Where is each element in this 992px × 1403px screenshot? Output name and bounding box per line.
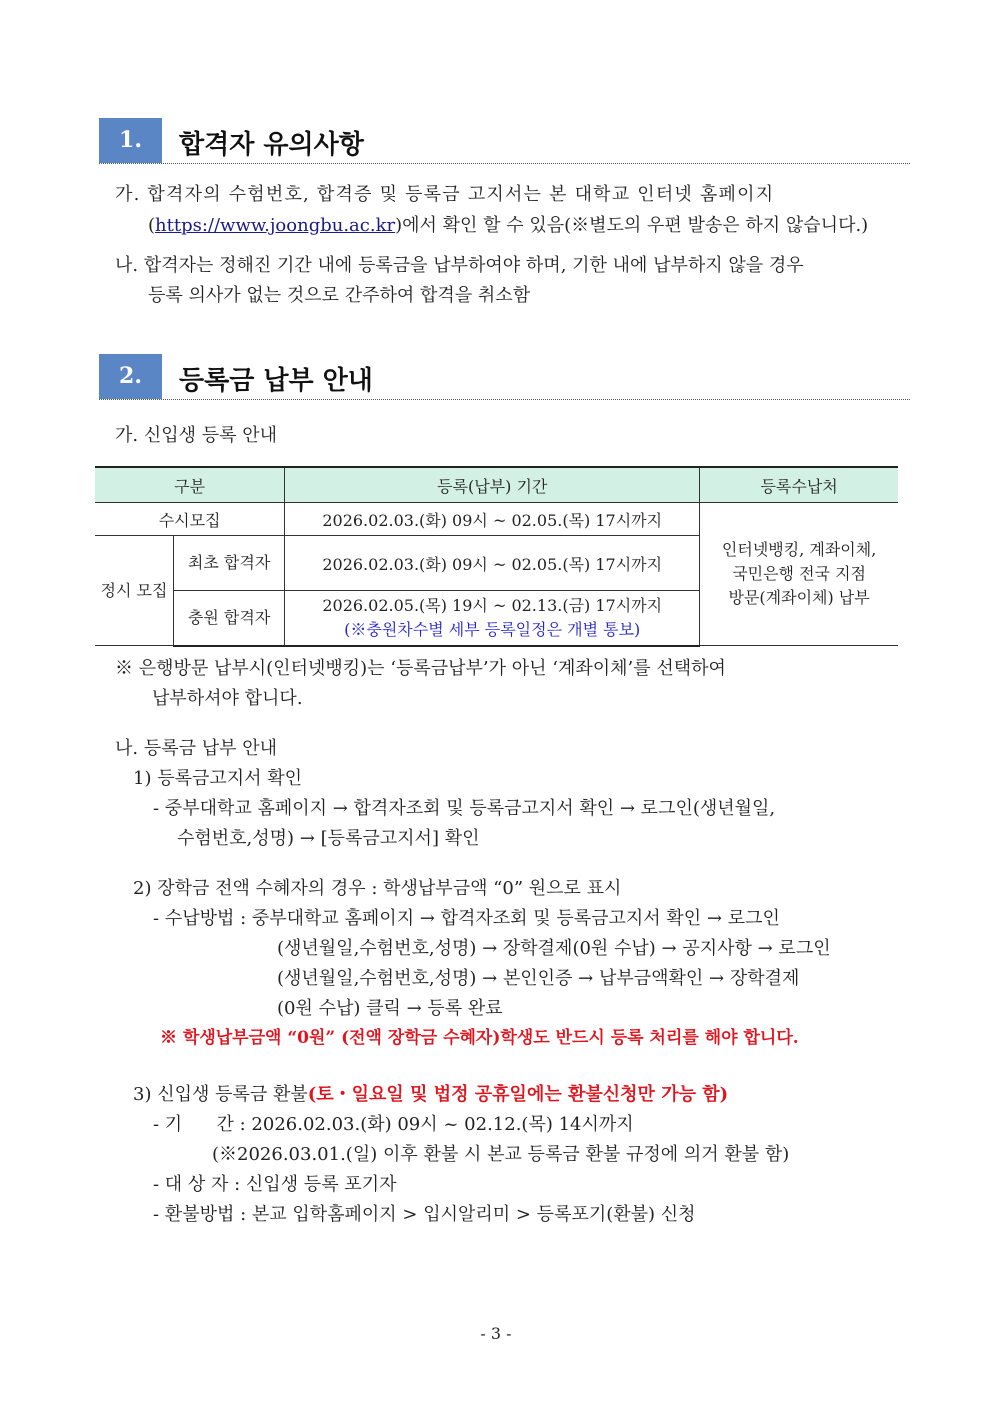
item-3 <box>133 1080 728 1110</box>
cell-susi-period: 2026.02.03.(화) 09시 ~ 02.05.(목) 17시까지 <box>285 503 700 536</box>
item-2a: - 수납방법 : 중부대학교 홈페이지 → 합격자조회 및 등록금고지서 확인 → 로그인 <box>153 908 780 929</box>
item-1a: - 중부대학교 홈페이지 → 합격자조회 및 등록금고지서 확인 → 로그인(생년월일, <box>153 798 776 819</box>
cell-extra-period <box>285 591 700 646</box>
section-header-1 <box>99 118 910 164</box>
header-place: 등록수납처 <box>700 467 898 503</box>
item-2b: (생년월일,수험번호,성명) → 장학결제(0원 수납) → 공지사항 → 로그인 <box>277 938 831 959</box>
item-ga: 가. 합격자의 수험번호, 합격증 및 등록금 고지서는 본 대학교 인터넷 홈페이지 <box>115 184 775 205</box>
section-number: 1. <box>99 118 162 163</box>
text: )에서 확인 할 수 있음(※별도의 우편 발송은 하지 않습니다.) <box>395 215 869 236</box>
note-line2: 납부하셔야 합니다. <box>152 688 303 709</box>
cell-jeongsi: 정시 모집 <box>95 536 174 646</box>
item-3b: (※2026.03.01.(일) 이후 환불 시 본교 등록금 환불 규정에 의거 환불 함) <box>212 1144 790 1165</box>
item-3a: - 기 간 : 2026.02.03.(화) 09시 ~ 02.12.(목) 14시까지 <box>153 1114 634 1135</box>
registration-table <box>95 466 898 647</box>
section-title: 합격자 유의사항 <box>179 130 364 160</box>
section-number: 2. <box>99 354 162 399</box>
cell-extra: 충원 합격자 <box>174 591 285 646</box>
note-line1: ※ 은행방문 납부시(인터넷뱅킹)는 ‘등록금납부’가 아닌 ‘계좌이체’를 선택하여 <box>115 658 726 679</box>
subheading-na: 나. 등록금 납부 안내 <box>115 738 277 759</box>
item-2c: (생년월일,수험번호,성명) → 본인인증 → 납부금액확인 → 장학결제 <box>277 968 800 989</box>
text: ( <box>148 215 156 236</box>
text: 2026.02.05.(목) 19시 ~ 02.13.(금) 17시까지 <box>322 595 663 615</box>
item-ga-line2 <box>148 211 868 241</box>
item-1b: 수험번호,성명) → [등록금고지서] 확인 <box>177 828 480 849</box>
text: 3) 신입생 등록금 환불 <box>133 1084 308 1105</box>
text: 방문(계좌이체) 납부 <box>728 588 870 607</box>
item-na-line2: 등록 의사가 없는 것으로 간주하여 합격을 취소함 <box>148 285 531 306</box>
text: 인터넷뱅킹, 계좌이체, <box>721 540 877 559</box>
item-2d: (0원 수납) 클릭 → 등록 완료 <box>277 998 503 1019</box>
page-number: - 3 - <box>480 1324 512 1343</box>
section-header-2 <box>99 354 910 400</box>
homepage-link[interactable]: https://www.joongbu.ac.kr <box>155 215 396 236</box>
item-2: 2) 장학금 전액 수혜자의 경우 : 학생납부금액 “0” 원으로 표시 <box>133 878 622 899</box>
header-category: 구분 <box>95 467 285 503</box>
text: 국민은행 전국 지점 <box>732 564 867 583</box>
cell-susi: 수시모집 <box>95 503 285 536</box>
note: (※충원차수별 세부 등록일정은 개별 통보) <box>344 619 641 639</box>
item-3d: - 환불방법 : 본교 입학홈페이지 > 입시알리미 > 등록포기(환불) 신청 <box>153 1204 696 1225</box>
item-3c: - 대 상 자 : 신입생 등록 포기자 <box>153 1174 397 1195</box>
cell-place <box>700 503 898 646</box>
item-1: 1) 등록금고지서 확인 <box>133 768 303 789</box>
refund-note: (토・일요일 및 법정 공휴일에는 환불신청만 가능 함) <box>307 1084 729 1105</box>
cell-first-period: 2026.02.03.(화) 09시 ~ 02.05.(목) 17시까지 <box>285 536 700 591</box>
section-title: 등록금 납부 안내 <box>179 366 373 396</box>
item-na: 나. 합격자는 정해진 기간 내에 등록금을 납부하여야 하며, 기한 내에 납부하지 않을 경우 <box>115 255 804 276</box>
subheading-ga: 가. 신입생 등록 안내 <box>115 425 277 446</box>
warning-zero-payment: ※ 학생납부금액 “0원” (전액 장학금 수혜자)학생도 반드시 등록 처리를 해야 합니다. <box>160 1028 799 1048</box>
cell-first: 최초 합격자 <box>174 536 285 591</box>
header-period: 등록(납부) 기간 <box>285 467 700 503</box>
